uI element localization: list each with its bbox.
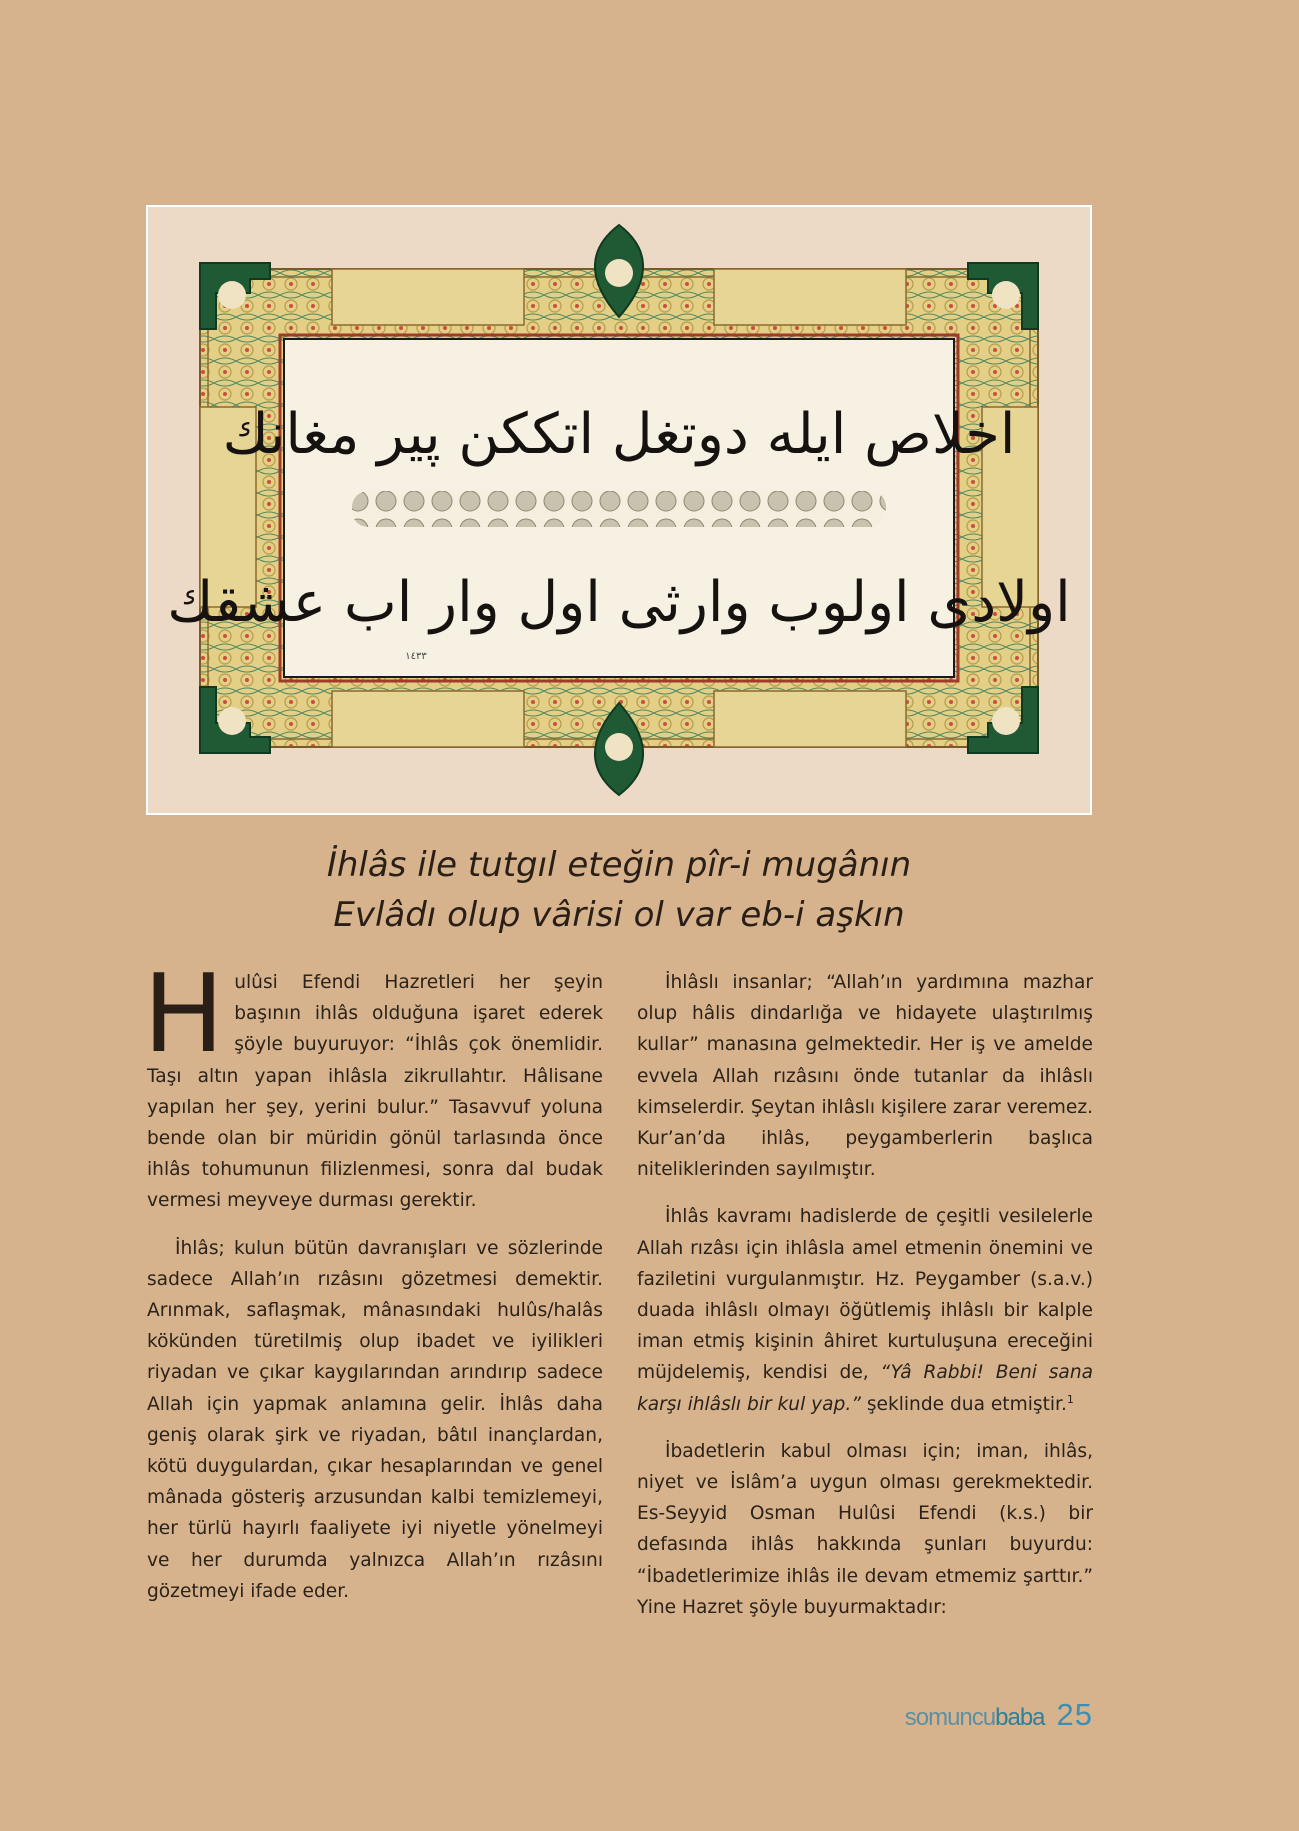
- right-paragraph-1: İhlâslı insanlar; “Allah’ın yardımına mazhar olup hâlis dindarlığa ve hidayete ulaştırılmış kullar” manasına gelmektedir. Her iş ve amelde evvela Allah rızâsını önde tutanlar da ihlâslı kimselerdir. Şeytan ihlâslı kişilere zarar veremez. Kur’an’da ihlâs, peygamberlerin başlıca niteliklerinden sayılmıştır.: [637, 972, 1093, 1181]
- brand-logo-part2: baba: [995, 1704, 1045, 1731]
- illuminated-calligraphy-panel: [148, 207, 1090, 813]
- poem-line-2: Evlâdı olup vârisi ol var eb-i aşkın: [333, 895, 905, 935]
- left-paragraph-1: [143, 952, 603, 1217]
- footnote-marker: 1: [1066, 1392, 1074, 1406]
- right-paragraph-2-text: İhlâs kavramı hadislerde de çeşitli vesilelerle Allah rızâsı için ihlâsla amel etmenin önemini ve faziletini vurgulanmıştır. Hz. Peygamber (s.a.v.) duada ihlâslı olmayı öğütlemiş ihlâslı bir kalple iman etmiş kişinin âhiret kurtuluşuna ereceğini müjdelemiş, kendisi de,: [637, 1206, 1093, 1384]
- right-paragraph-3: İbadetlerin kabul olması için; iman, ihlâs, niyet ve İslâm’a uygun olması gerekmektedir. Es-Seyyid Osman Hulûsi Efendi (k.s.) bir defasında ihlâs hakkında şunları buyurdu: “İbadetlerimize ihlâs ile devam etmemiz şarttır.” Yine Hazret şöyle buyurmaktadır:: [637, 1440, 1093, 1618]
- right-paragraph-2: [637, 1201, 1093, 1419]
- calligraphy-line-2: اولادی اولوب وارثی اول وار اب عشقك: [167, 570, 1071, 635]
- poem-line-1: İhlâs ile tutgıl eteğin pîr-i mugânın: [326, 845, 912, 885]
- calligraphy-artwork: [146, 205, 1092, 815]
- poem-caption: [146, 840, 1092, 940]
- drop-cap: H: [143, 952, 225, 1077]
- left-paragraph-1-text: ulûsi Efendi Hazretleri her şeyin başının ihlâs olduğuna işaret ederek şöyle buyuruyor: “İhlâs çok önemlidir. Taşı altın yapan ihlâsla zikrullahtır. Hâlisane yapılan her şey, yerini bulur.” Tasavvuf yoluna bende olan bir müridin gönül tarlasında önce ihlâs tohumunun filizlenmesi, sonra dal budak vermesi meyveye durması gerektir.: [147, 972, 603, 1212]
- left-column: [143, 952, 603, 1623]
- calligraphy-line-1: اخلاص ایله دوتغل اتككن پیر مغانك: [222, 402, 1016, 467]
- brand-logo-part1: somuncu: [904, 1704, 996, 1731]
- page-number: 25: [1056, 1697, 1093, 1732]
- page-footer: [905, 1697, 1093, 1733]
- calligraphy-signature-date: ١٤٣٣: [405, 651, 427, 662]
- left-paragraph-2: İhlâs; kulun bütün davranışları ve sözlerinde sadece Allah’ın rızâsını gözetmesi demektir. Arınmak, saflaşmak, mânasındaki hulûs/halâs kökünden türetilmiş olup ibadet ve iyilikleri riyadan ve çıkar kaygılarından arındırıp sadece Allah için yapmak anlamına gelir. İhlâs daha geniş olarak şirk ve riyadan, bâtıl inançlardan, kötü duygulardan, çıkar hesaplarından ve genel mânada gösteriş arzusundan kalbi temizlemeyi, her türlü hayırlı faaliyete iyi niyetle yönelmeyi ve her durumda yalnızca Allah’ın rızâsını gözetmeyi ifade eder.: [147, 1237, 603, 1602]
- right-paragraph-2-end: şeklinde dua etmiştir.: [860, 1393, 1067, 1415]
- prayer-quote: “Yâ Rabbi! Beni sana karşı ihlâslı bir kul yap.”: [637, 1362, 1094, 1415]
- right-column: [637, 967, 1093, 1639]
